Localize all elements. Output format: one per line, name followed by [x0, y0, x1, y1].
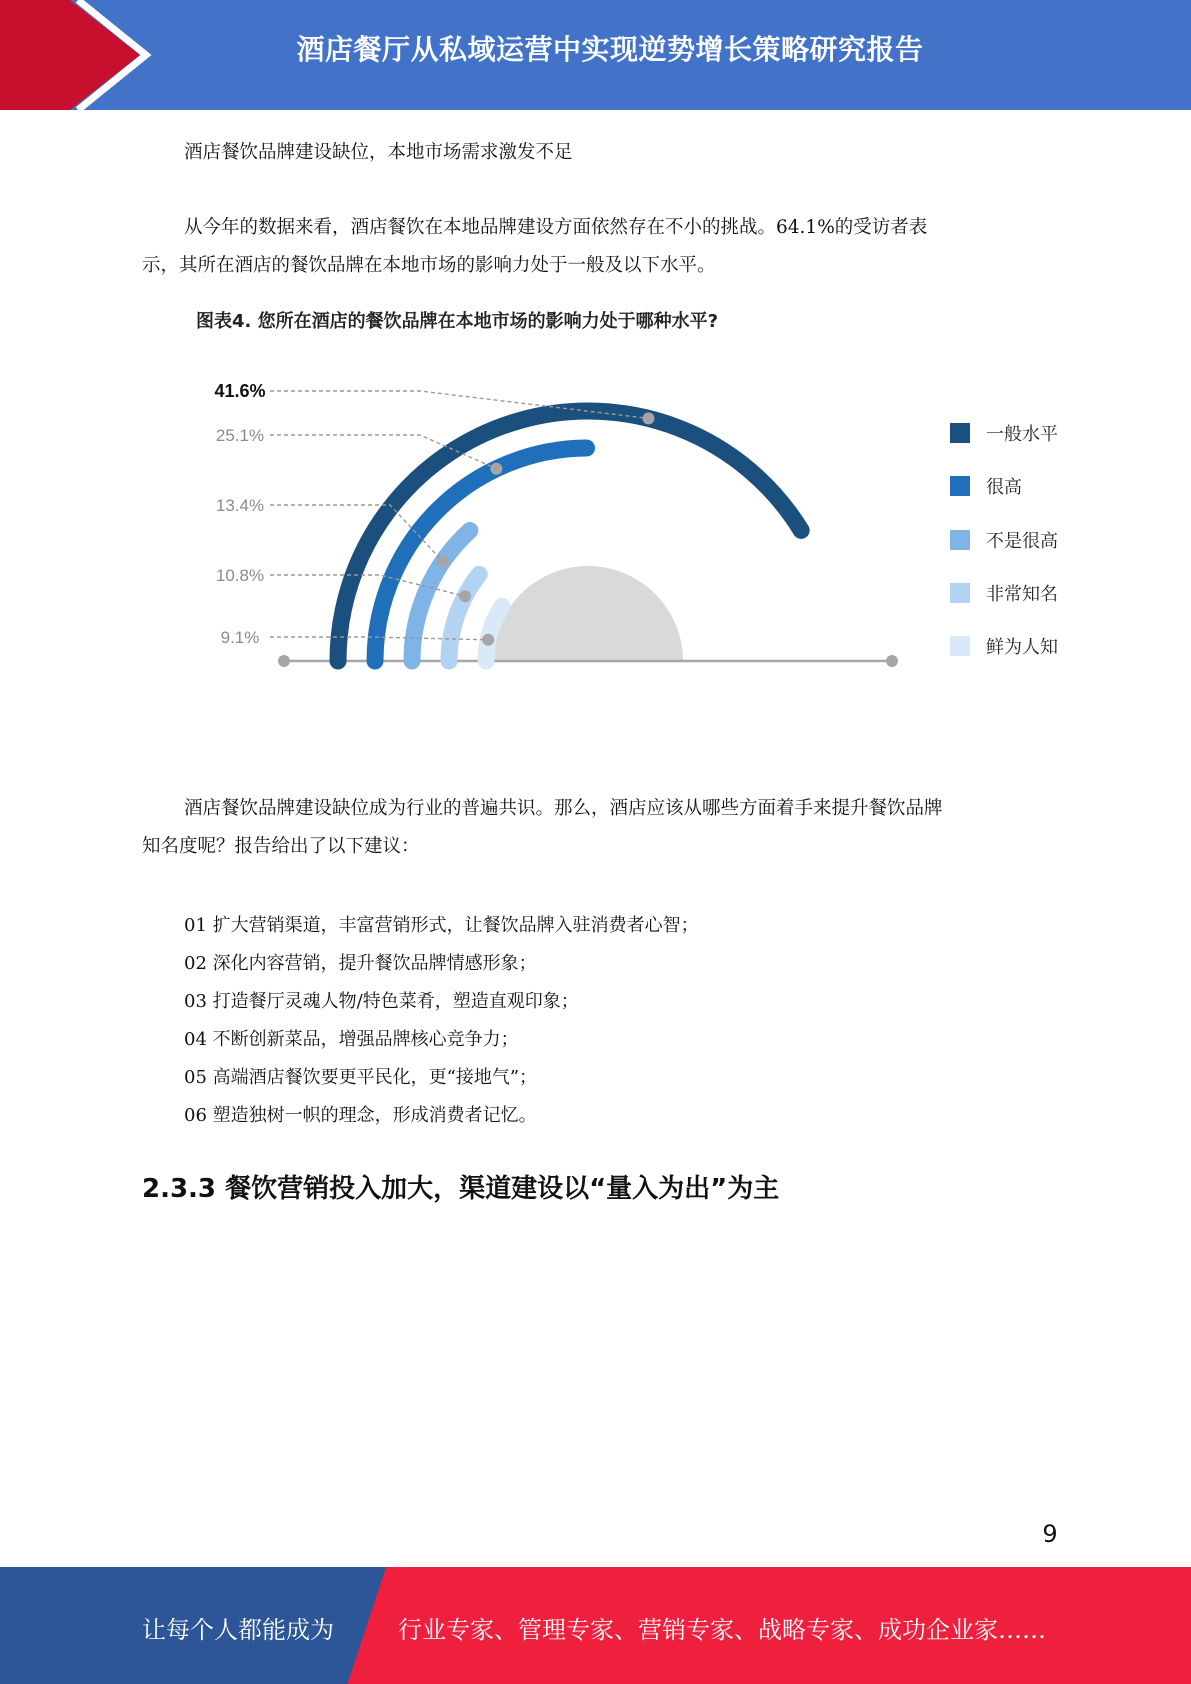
- chart-svg: [180, 295, 1100, 735]
- legend-swatch: [950, 530, 970, 550]
- legend-swatch: [950, 583, 970, 603]
- header-arrow-decoration: [0, 0, 160, 110]
- list-item: 01 扩大营销渠道，丰富营销形式，让餐饮品牌入驻消费者心智；: [184, 915, 699, 936]
- chart-data-label: 13.4%: [215, 496, 265, 515]
- chart-marker: [642, 412, 654, 424]
- list-item: 02 深化内容营销，提升餐饮品牌情感形象；: [184, 953, 537, 974]
- lead-line-text: 酒店餐饮品牌建设缺位，本地市场需求激发不足: [184, 142, 573, 163]
- paragraph-2-line-2: 知名度呢？报告给出了以下建议：: [142, 836, 420, 857]
- paragraph-1-line-2: 示，其所在酒店的餐饮品牌在本地市场的影响力处于一般及以下水平。: [142, 255, 716, 276]
- page-header: [0, 0, 1191, 110]
- legend-label: 不是很高: [986, 531, 1058, 552]
- legend-swatch: [950, 423, 970, 443]
- chart-bar: [449, 574, 479, 661]
- chart-title: 图表4. 您所在酒店的餐饮品牌在本地市场的影响力处于哪种水平?: [196, 311, 719, 332]
- paragraph-1: [142, 209, 1052, 285]
- page-number: 9: [1042, 1520, 1058, 1548]
- legend-swatch: [950, 636, 970, 656]
- legend-label: 一般水平: [986, 424, 1058, 445]
- list-item: 06 塑造独树一帜的理念，形成消费者记忆。: [184, 1105, 537, 1126]
- footer-slogan-left: 让每个人都能成为: [142, 1616, 334, 1644]
- paragraph-2-line-1: 酒店餐饮品牌建设缺位成为行业的普遍共识。那么，酒店应该从哪些方面着手来提升餐饮品牌: [184, 798, 943, 819]
- list-item: 05 高端酒店餐饮要更平民化，更“接地气”；: [184, 1067, 538, 1088]
- chart-data-label: 25.1%: [215, 426, 265, 445]
- footer-slogan-right: 行业专家、管理专家、营销专家、战略专家、成功企业家……: [398, 1616, 1046, 1644]
- paragraph-2: [142, 790, 1052, 866]
- legend-label: 很高: [986, 477, 1022, 498]
- report-title: 酒店餐厅从私域运营中实现逆势增长策略研究报告: [296, 33, 924, 66]
- suggestion-list: [184, 907, 699, 1135]
- page-footer: [0, 1567, 1191, 1684]
- section-heading: 2.3.3 餐饮营销投入加大，渠道建设以“量入为出”为主: [142, 1174, 780, 1204]
- chart-data-label: 41.6%: [214, 381, 266, 401]
- list-item: 03 打造餐厅灵魂人物/特色菜肴，塑造直观印象；: [184, 991, 579, 1012]
- legend-label: 非常知名: [986, 584, 1058, 605]
- paragraph-1-line-1: 从今年的数据来看，酒店餐饮在本地品牌建设方面依然存在不小的挑战。64.1%的受访者表: [184, 217, 928, 238]
- chart-data-label: 9.1%: [220, 628, 260, 647]
- chart-baseline-end-left: [278, 655, 290, 667]
- chart-data-label: 10.8%: [215, 566, 265, 585]
- list-item: 04 不断创新菜品，增强品牌核心竞争力；: [184, 1029, 519, 1050]
- chart-baseline-end-right: [886, 655, 898, 667]
- legend-label: 鲜为人知: [986, 637, 1058, 658]
- influence-chart: [180, 295, 1100, 735]
- legend-swatch: [950, 476, 970, 496]
- lead-line: [142, 134, 1052, 172]
- chart-center-disc: [493, 566, 683, 661]
